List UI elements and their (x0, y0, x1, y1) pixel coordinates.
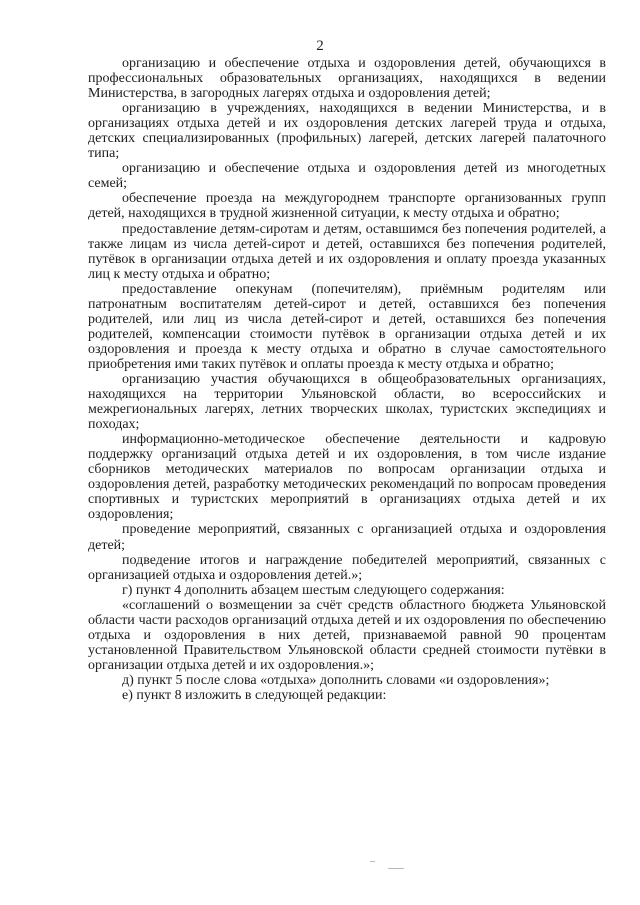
paragraph-4: обеспечение проезда на междугороднем транспорте организованных групп детей, находящихся в трудной жизненной ситуации, к месту отдыха и обратно; (88, 191, 606, 222)
paragraph-11: г) пункт 4 дополнить абзацем шестым следующего содержания: (122, 582, 505, 598)
paragraph-6: предоставление опекунам (попечителям), приёмным родителям или патронатным воспитателям детей-сирот и детей, оставшихся без попечения родителей, или лиц из числа детей-сирот и детей, оставшихся без попечения родителей, компенсации стоимости путёвок в организации отдыха детей и их оздоровления и проезда к месту отдыха и обратно в случае самостоятельного приобретения ими таких путёвок и оплаты проезда к месту отдыха и обратно; (88, 281, 606, 372)
paragraph-14: е) пункт 8 изложить в следующей редакции: (122, 687, 387, 703)
paragraph-9: проведение мероприятий, связанных с организацией отдыха и оздоровления детей; (88, 522, 606, 553)
page-number: 2 (316, 38, 324, 54)
paragraph-5: предоставление детям-сиротам и детям, оставшимся без попечения родителей, а также лицам из числа детей-сирот и детей, оставшихся без попечения родителей, путёвок в организации отдыха детей и их оздоровления и оплату проезда указанных лиц к месту отдыха и обратно; (88, 221, 606, 282)
scan-artifact-mark (388, 868, 404, 869)
paragraph-10: подведение итогов и награждение победителей мероприятий, связанных с организацией отдыха и оздоровления детей.»; (88, 552, 606, 583)
paragraph-1: организацию и обеспечение отдыха и оздоровления детей, обучающихся в профессиональных образовательных организациях, находящихся в ведении Министерства, в загородных лагерях отдыха и оздоровления детей; (88, 56, 606, 102)
scan-artifact-mark (370, 861, 375, 862)
paragraph-7: организацию участия обучающихся в общеобразовательных организациях, находящихся на территории Ульяновской области, во всероссийских и межрегиональных лагерях, летних творческих школах, туристских экспедициях и походах; (88, 371, 606, 433)
document-body (88, 56, 606, 703)
paragraph-8: информационно-методическое обеспечение деятельности и кадровую поддержку организаций отдыха детей и их оздоровления, в том числе издание сборников методических материалов по вопросам организации отдыха и оздоровления детей, разработку методических рекомендаций по вопросам проведения спортивных и туристских мероприятий в организациях отдыха детей и их оздоровления; (88, 432, 606, 523)
paragraph-12: «соглашений о возмещении за счёт средств областного бюджета Ульяновской области части расходов организаций отдыха детей и их оздоровления по обеспечению отдыха и оздоровления в них детей, признаваемой равной 90 процентам установленной Правительством Ульяновской области средней стоимости путёвки в организации отдыха детей и их оздоровления.»; (88, 597, 606, 673)
paragraph-13: д) пункт 5 после слова «отдыха» дополнить словами «и оздоровления»; (122, 672, 550, 688)
paragraph-2: организацию в учреждениях, находящихся в ведении Министерства, и в организациях отдыха детей и их оздоровления детских лагерей труда и отдыха, детских специализированных (профильных) лагерей, детских лагерей палаточного типа; (88, 101, 606, 162)
paragraph-3: организацию и обеспечение отдыха и оздоровления детей из многодетных семей; (88, 161, 606, 192)
